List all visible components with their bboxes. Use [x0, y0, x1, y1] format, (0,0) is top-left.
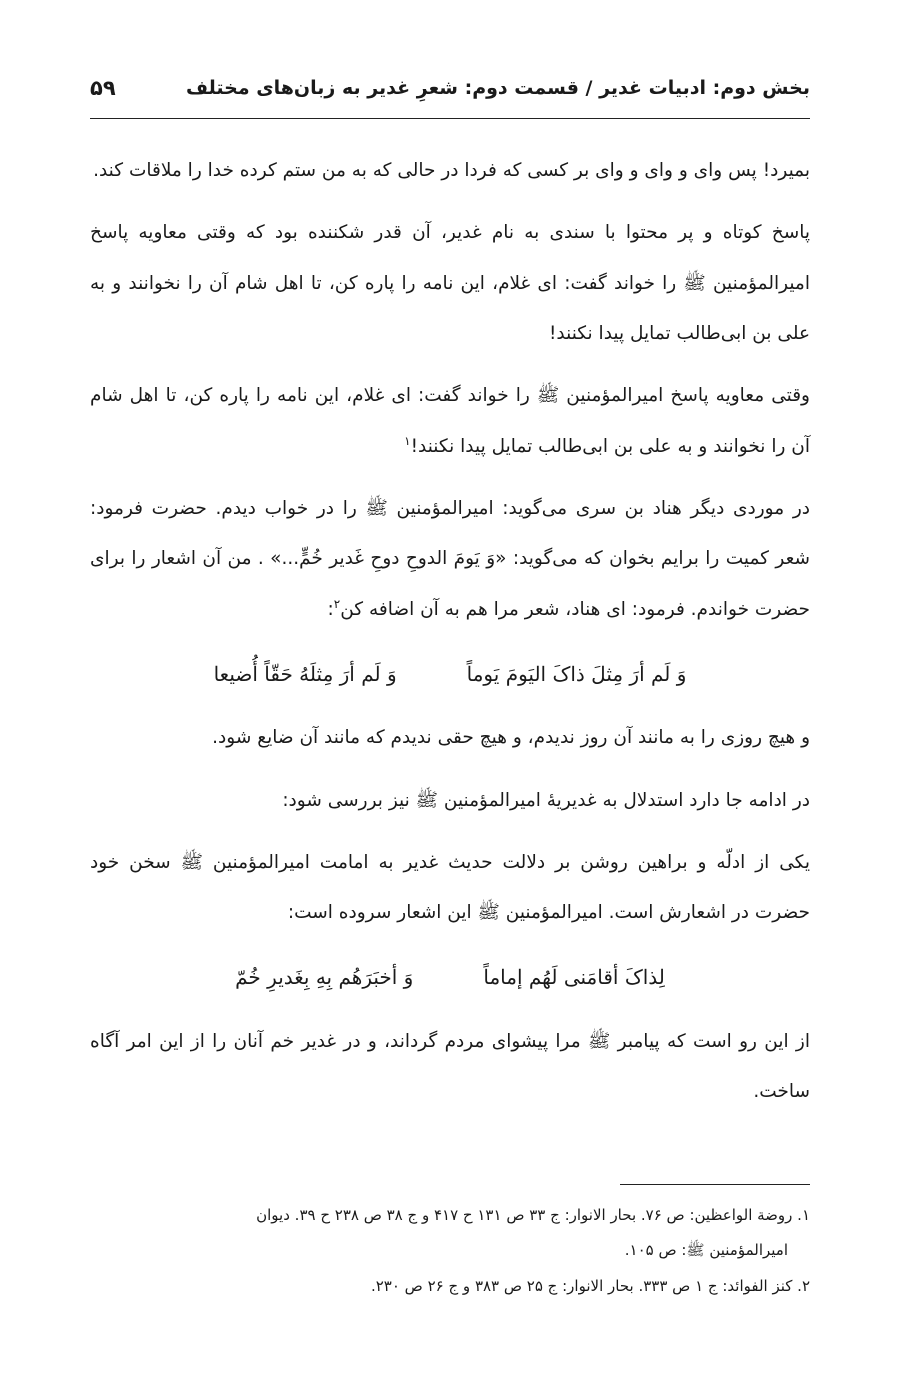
paragraph	[90, 484, 810, 635]
paragraph: در ادامه جا دارد استدلال به غدیریهٔ امیرالمؤمنین ﷺ نیز بررسی شود:	[282, 789, 810, 811]
paragraph-colon: :	[327, 598, 334, 620]
paragraph-text: در موردی دیگر هناد بن سری می‌گوید: امیرالمؤمنین ﷺ را در خواب دیدم. حضرت فرمود: شعر کمیت را برایم بخوان که می‌گوید: «وَ یَومَ الدوحِ دوحِ غَدیر خُمٍّ...» . من آن اشعار را برای حضرت خواندم. فرمود: ای هناد، شعر مرا هم به آن اضافه کن	[90, 497, 810, 620]
footnote-2: ۲. کنز الفوائد: ج ۱ ص ۳۳۳. بحار الانوار: ج ۲۵ ص ۳۸۳ و ج ۲۶ ص ۲۳۰.	[370, 1276, 810, 1295]
verse-hemistich-first: لِذاکَ أقامَنی لَهُم إماماً	[483, 965, 665, 990]
footnote-divider	[620, 1184, 810, 1185]
paragraph: و هیچ روزی را به مانند آن روز ندیدم، و هیچ حقی ندیدم که مانند آن ضایع شود.	[212, 727, 810, 749]
verse-hemistich-second: وَ لَم أرَ مِثلَهُ حَقّاً أُضیعا	[213, 661, 397, 686]
footnote-1-continued: امیرالمؤمنین ﷺ: ص ۱۰۵.	[624, 1241, 788, 1260]
footnotes	[90, 1198, 810, 1304]
paragraph: یکی از ادلّه و براهین روشن بر دلالت حدیث غدیر به امامت امیرالمؤمنین ﷺ سخن خود حضرت در اشعارش است. امیرالمؤمنین ﷺ این اشعار سروده است:	[90, 851, 810, 924]
poem-verse	[90, 647, 810, 701]
paragraph-text: وقتی معاویه پاسخ امیرالمؤمنین ﷺ را خواند گفت: ای غلام، این نامه را پاره کن، تا اهل شام آن را نخوانند و به علی بن ابی‌طالب تمایل پیدا نکنند!	[90, 385, 810, 457]
header-divider	[90, 118, 810, 119]
running-title: بخش دوم: ادبیات غدیر / قسمت دوم: شعرِ غدیر به زبان‌های مختلف	[185, 77, 810, 99]
paragraph: بمیرد! پس وای و وای و وای بر کسی که فردا در حالی که به من ستم کرده خدا را ملاقات کند.	[93, 160, 810, 181]
page-number: ۵۹	[90, 76, 116, 100]
paragraph: از این رو است که پیامبر ﷺ مرا پیشوای مردم گرداند، و در غدیر خم آنان را از این امر آگاه ساخت.	[90, 1030, 810, 1103]
footnote-1: ۱. روضة الواعظین: ص ۷۶. بحار الانوار: ج ۳۳ ص ۱۳۱ ح ۴۱۷ و ج ۳۸ ص ۲۳۸ ح ۳۹. دیوان	[256, 1206, 810, 1224]
verse-hemistich-second: وَ أخبَرَهُم بِهِ بِغَدیرِ خُمّ	[235, 965, 414, 990]
body-text	[90, 146, 810, 1129]
paragraph	[90, 371, 810, 472]
footnote-reference: ۱	[404, 433, 411, 448]
poem-verse	[90, 950, 810, 1004]
footnote-reference: ۲	[333, 596, 341, 611]
verse-hemistich-first: وَ لَم أرَ مِثلَ ذاکَ الیَومَ یَوماً	[466, 661, 687, 686]
running-header	[90, 68, 810, 108]
paragraph: پاسخ کوتاه و پر محتوا با سندی به نام غدیر، آن قدر شکننده بود که وقتی معاویه پاسخ امیرالمؤمنین ﷺ را خواند گفت: ای غلام، این نامه را پاره کن، تا اهل شام آن را نخوانند و به علی بن ابی‌طالب تمایل پیدا نکنند!	[90, 222, 810, 344]
